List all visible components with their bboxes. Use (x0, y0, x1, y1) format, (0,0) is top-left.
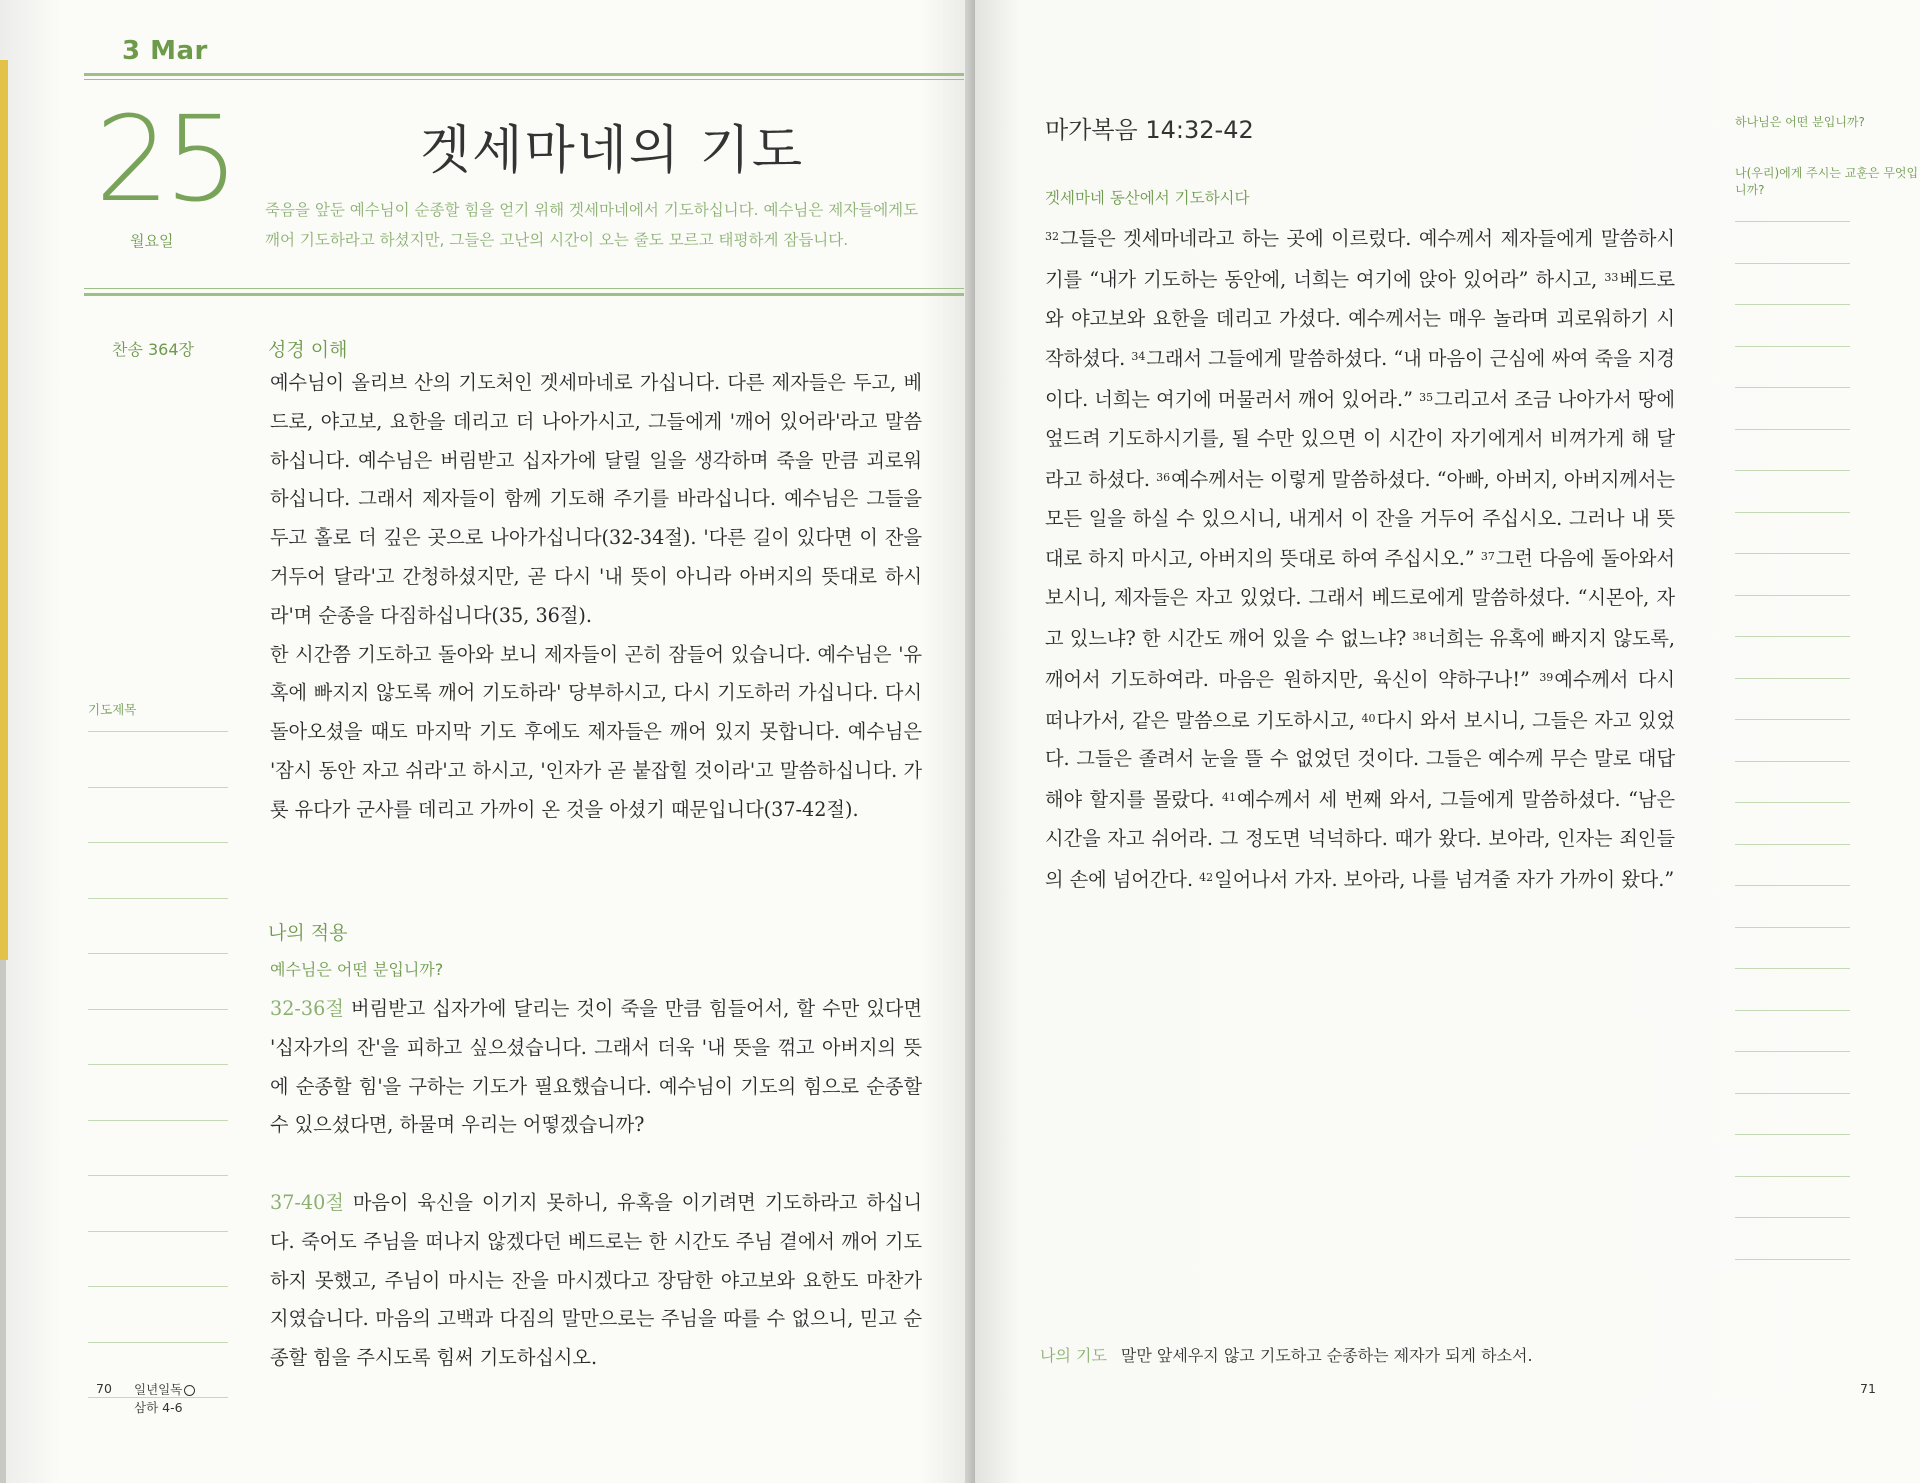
page-number: 71 (1860, 1381, 1876, 1396)
bible-understanding-paragraph: 예수님이 올리브 산의 기도처인 겟세마네로 가십니다. 다른 제자들은 두고, 베드로, 야고보, 요한을 데리고 더 나아가시고, 그들에게 '깨어 있어라'라고 말씀하십니다. 예수님은 버림받고 십자가에 달릴 일을 생각하며 죽을 만큼 괴로워하십니다. 그래서 제자들이 함께 기도해 주기를 바라십니다. 예수님은 그들을 두고 홀로 더 깊은 곳으로 나아가십니다(32-34절). '다른 길이 있다면 이 잔을 거두어 달라'고 간청하셨지만, 곧 다시 '내 뜻이 아니라 아버지의 뜻대로 하시라'며 순종을 다짐하십니다(35, 36절). (270, 371, 922, 627)
note-line (88, 842, 228, 843)
verse-number: 39 (1539, 670, 1554, 684)
note-line (88, 1286, 228, 1287)
my-prayer (1040, 1343, 1533, 1366)
header-rule-top-thin (84, 79, 964, 80)
bible-understanding-heading: 성경 이해 (268, 339, 348, 361)
verse-text: 그런 다음에 돌아와서 보시니, 제자들은 자고 있었다. 그래서 베드로에게 말씀하셨다. “시몬아, 자고 있느냐? 한 시간도 깨어 있을 수 없느냐? (1045, 547, 1676, 650)
note-line (1735, 263, 1850, 264)
application-item (270, 990, 922, 1145)
hymn-number: 찬송 364장 (112, 340, 194, 359)
note-line (1735, 1217, 1850, 1218)
header-rule-top (84, 73, 964, 76)
note-line (1735, 844, 1850, 845)
verse-number: 37 (1480, 550, 1495, 564)
note-line (88, 1175, 228, 1176)
day-number: 25 (95, 90, 234, 228)
application-question: 예수님은 어떤 분입니까? (270, 960, 444, 979)
reading-plan-label: 일년일독 (134, 1382, 183, 1397)
bible-understanding-paragraph: 한 시간쯤 기도하고 돌아와 보니 제자들이 곤히 잠들어 있습니다. 예수님은 '유혹에 빠지지 않도록 깨어 기도하라' 당부하시고, 다시 기도하러 가십니다. 다시 돌아오셨을 때도 마지막 기도 후에도 제자들은 깨어 있지 못합니다. 예수님은 '잠시 동안 자고 쉬라'고 하시고, '인자가 곧 붙잡힐 것이라'고 말씀하십니다. 가룟 유다가 군사를 데리고 가까이 온 것을 아셨기 때문입니다(37-42절). (270, 642, 922, 821)
note-line (1735, 470, 1850, 471)
note-line (88, 1009, 228, 1010)
note-line (88, 898, 228, 899)
verse-text: 예수께서 세 번째 와서, 그들에게 말씀하셨다. “남은 시간을 자고 쉬어라. 그 정도면 넉넉하다. 때가 왔다. 보아라, 인자는 죄인들의 손에 넘어간다. (1045, 788, 1675, 891)
note-line (88, 1342, 228, 1343)
my-prayer-label: 나의 기도 (1040, 1346, 1107, 1365)
passage-subtitle: 겟세마네 동산에서 기도하시다 (1045, 189, 1250, 207)
note-line (1735, 221, 1850, 222)
note-line (1735, 927, 1850, 928)
summary: 죽음을 앞둔 예수님이 순종할 힘을 얻기 위해 겟세마네에서 기도하십니다. 예수님은 제자들에게도 깨어 기도하라고 하셨지만, 그들은 고난의 시간이 오는 줄도 모르고 태평하게 잠듭니다. (265, 201, 919, 249)
verse-text: 그들은 겟세마네라고 하는 곳에 이르렀다. 예수께서 제자들에게 말씀하시기를 “내가 기도하는 동안에, 너희는 여기에 앉아 있어라” 하시고, (1045, 227, 1675, 291)
verse-number: 33 (1604, 270, 1619, 284)
verse-text: 너희는 유혹에 빠지지 않도록, 깨어서 기도하여라. 마음은 원하지만, 육신이 약하구나!” (1045, 626, 1675, 691)
verse-text: 그래서 그들에게 말씀하셨다. “내 마음이 근심에 싸여 죽을 지경이다. 너희는 여기에 머물러서 깨어 있어라.” (1045, 347, 1675, 412)
note-line (1735, 968, 1850, 969)
verse-number: 34 (1131, 350, 1146, 364)
note-line (1735, 553, 1850, 554)
bible-understanding-body (270, 364, 922, 830)
application-item (270, 1184, 922, 1378)
note-line (1735, 1010, 1850, 1011)
verse-range: 32-36절 (270, 997, 344, 1020)
scripture-text (1045, 218, 1675, 900)
note-line (88, 1397, 228, 1398)
note-line (88, 787, 228, 788)
verse-text: 일어나서 가자. 보아라, 나를 넘겨줄 자가 가까이 왔다.” (1214, 867, 1675, 891)
note-line (1735, 719, 1850, 720)
my-prayer-text: 말만 앞세우지 않고 기도하고 순종하는 제자가 되게 하소서. (1120, 1346, 1533, 1365)
reading-plan-passage: 삼하 4-6 (134, 1400, 183, 1415)
page-number: 70 (96, 1381, 112, 1396)
verse-number: 36 (1156, 470, 1171, 484)
weekday: 월요일 (130, 232, 174, 250)
date-label: 3 Mar (122, 36, 208, 66)
note-line (1735, 346, 1850, 347)
verse-number: 38 (1412, 629, 1427, 643)
note-line (88, 1064, 228, 1065)
verse-number: 35 (1419, 391, 1434, 405)
verse-text: 예수께서 다시 떠나가서, 같은 말씀으로 기도하시고, (1045, 667, 1675, 732)
verse-text: 베드로와 야고보와 요한을 데리고 가셨다. 예수께서는 매우 놀라며 괴로워하기 시작하셨다. (1045, 267, 1675, 371)
prayer-topic-label: 기도제목 (88, 702, 137, 717)
note-line (88, 731, 228, 732)
page-title: 겟세마네의 기도 (420, 121, 805, 181)
note-line (1735, 678, 1850, 679)
reading-plan (134, 1381, 195, 1417)
note-line (1735, 1134, 1850, 1135)
verse-number: 41 (1222, 791, 1237, 805)
note-line (1735, 761, 1850, 762)
note-line (1735, 429, 1850, 430)
note-line (88, 1120, 228, 1121)
note-line (1735, 885, 1850, 886)
note-line (1735, 802, 1850, 803)
page-edge (0, 960, 6, 1483)
verse-text: 예수께서는 이렇게 말씀하셨다. “아빠, 아버지, 아버지께서는 모든 일을 하실 수 있으시니, 내게서 이 잔을 거두어 주십시오. 그러나 내 뜻대로 하지 마시고, 아버지의 뜻대로 하여 주십시오.” (1045, 467, 1675, 571)
right-page (975, 0, 1920, 1483)
verse-text: 그리고서 조금 나아가서 땅에 엎드려 기도하시기를, 될 수만 있으면 이 시간이 자기에게서 비껴가게 해 달라고 하셨다. (1045, 388, 1676, 491)
note-line (1735, 1051, 1850, 1052)
passage-reference: 마가복음 14:32-42 (1045, 116, 1254, 144)
application-heading: 나의 적용 (268, 922, 348, 944)
verse-text: 다시 와서 보시니, 그들은 자고 있었다. 그들은 졸려서 눈을 뜰 수 없었던 것이다. 그들은 예수께 무슨 말로 대답해야 할지를 몰랐다. (1045, 708, 1675, 812)
note-line (1735, 1176, 1850, 1177)
note-line (88, 1231, 228, 1232)
note-line (1735, 1259, 1850, 1260)
verse-number: 32 (1045, 230, 1059, 243)
verse-number: 40 (1361, 711, 1376, 725)
note-line (1735, 387, 1850, 388)
application-text: 버림받고 십자가에 달리는 것이 죽을 만큼 힘들어서, 할 수만 있다면 '십자가의 잔'을 피하고 싶으셨습니다. 그래서 더욱 '내 뜻을 꺾고 아버지의 뜻에 순종할 힘'을 구하는 기도가 필요했습니다. 예수님이 기도의 힘으로 순종할 수 있으셨다면, 하물며 우리는 어떻겠습니까? (270, 997, 922, 1137)
note-line (1735, 1093, 1850, 1094)
application-text: 마음이 육신을 이기지 못하니, 유혹을 이기려면 기도하라고 하십니다. 죽어도 주님을 떠나지 않겠다던 베드로는 한 시간도 주님 곁에서 깨어 기도하지 못했고, 주님이 마시는 잔을 마시겠다고 장담한 야고보와 요한도 마찬가지였습니다. 마음의 고백과 다짐의 말만으로는 주님을 따를 수 없으니, 믿고 순종할 힘을 주시도록 힘써 기도하십시오. (270, 1191, 922, 1370)
verse-range: 37-40절 (270, 1191, 344, 1214)
note-line (1735, 636, 1850, 637)
reading-check-circle[interactable] (184, 1385, 195, 1396)
note-line (88, 953, 228, 954)
page-edge-tab (0, 60, 8, 960)
note-line (1735, 304, 1850, 305)
note-line (1735, 512, 1850, 513)
header-rule-bottom (84, 293, 964, 296)
question-lesson: 나(우리)에게 주시는 교훈은 무엇입니까? (1735, 166, 1919, 197)
header-rule-bottom-thin (84, 288, 964, 289)
question-who-is-god: 하나님은 어떤 분입니까? (1735, 115, 1865, 129)
note-line (1735, 595, 1850, 596)
verse-number: 42 (1199, 870, 1214, 884)
